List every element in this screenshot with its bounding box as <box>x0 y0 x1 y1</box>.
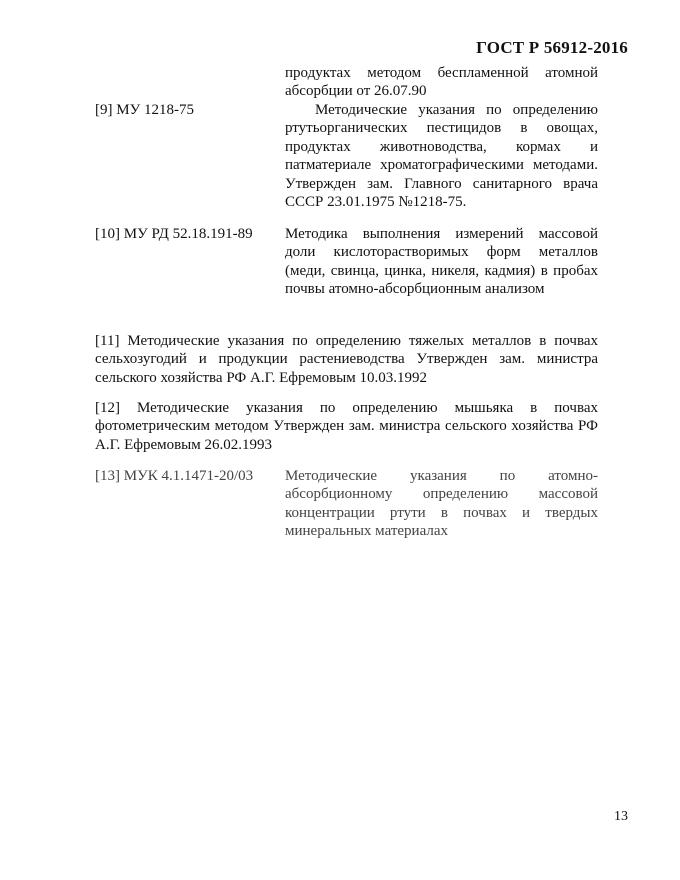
reference-description: Методика выполнения измерений массовой доли кислоторастворимых форм металлов (меди, свинца, цинка, никеля, кадмия) в пробах почвы атомно-абсорбционным анализом <box>285 226 598 298</box>
reference-code: [13] МУК 4.1.1471-20/03 <box>95 468 254 484</box>
reference-continuation <box>95 64 598 101</box>
reference-9 <box>95 101 598 211</box>
reference-code: [9] МУ 1218-75 <box>95 102 194 118</box>
reference-description: Методические указания по атомно-абсорбционному определению массовой концентрации ртути в почвах и твердых минеральных материалах <box>285 468 598 540</box>
reference-13 <box>95 467 598 541</box>
reference-description: Методические указания по определению ртутьорганических пестицидов в овощах, продуктах животноводства, кормах и патматериале хроматографическими методами. Утвержден зам. Главного санитарного врача СССР 23.01.1975 №1218-75. <box>285 102 598 211</box>
reference-10 <box>95 225 598 299</box>
reference-11-paragraph: [11] Методические указания по определению тяжелых металлов в почвах сельхозугодий и продукции растениеводства Утвержден зам. министра сельского хозяйства РФ А.Г. Ефремовым 10.03.1992 <box>95 333 598 386</box>
page-number: 13 <box>614 809 628 824</box>
reference-12-paragraph: [12] Методические указания по определению мышьяка в почвах фотометрическим методом Утвержден зам. министра сельского хозяйства РФ А.Г. Ефремовым 26.02.1993 <box>95 400 598 453</box>
reference-code: [10] МУ РД 52.18.191-89 <box>95 226 253 242</box>
reference-code-empty <box>95 64 285 101</box>
reference-continuation-text: продуктах методом беспламенной атомной абсорбции от 26.07.90 <box>285 65 598 100</box>
document-standard-id: ГОСТ Р 56912-2016 <box>476 38 628 57</box>
